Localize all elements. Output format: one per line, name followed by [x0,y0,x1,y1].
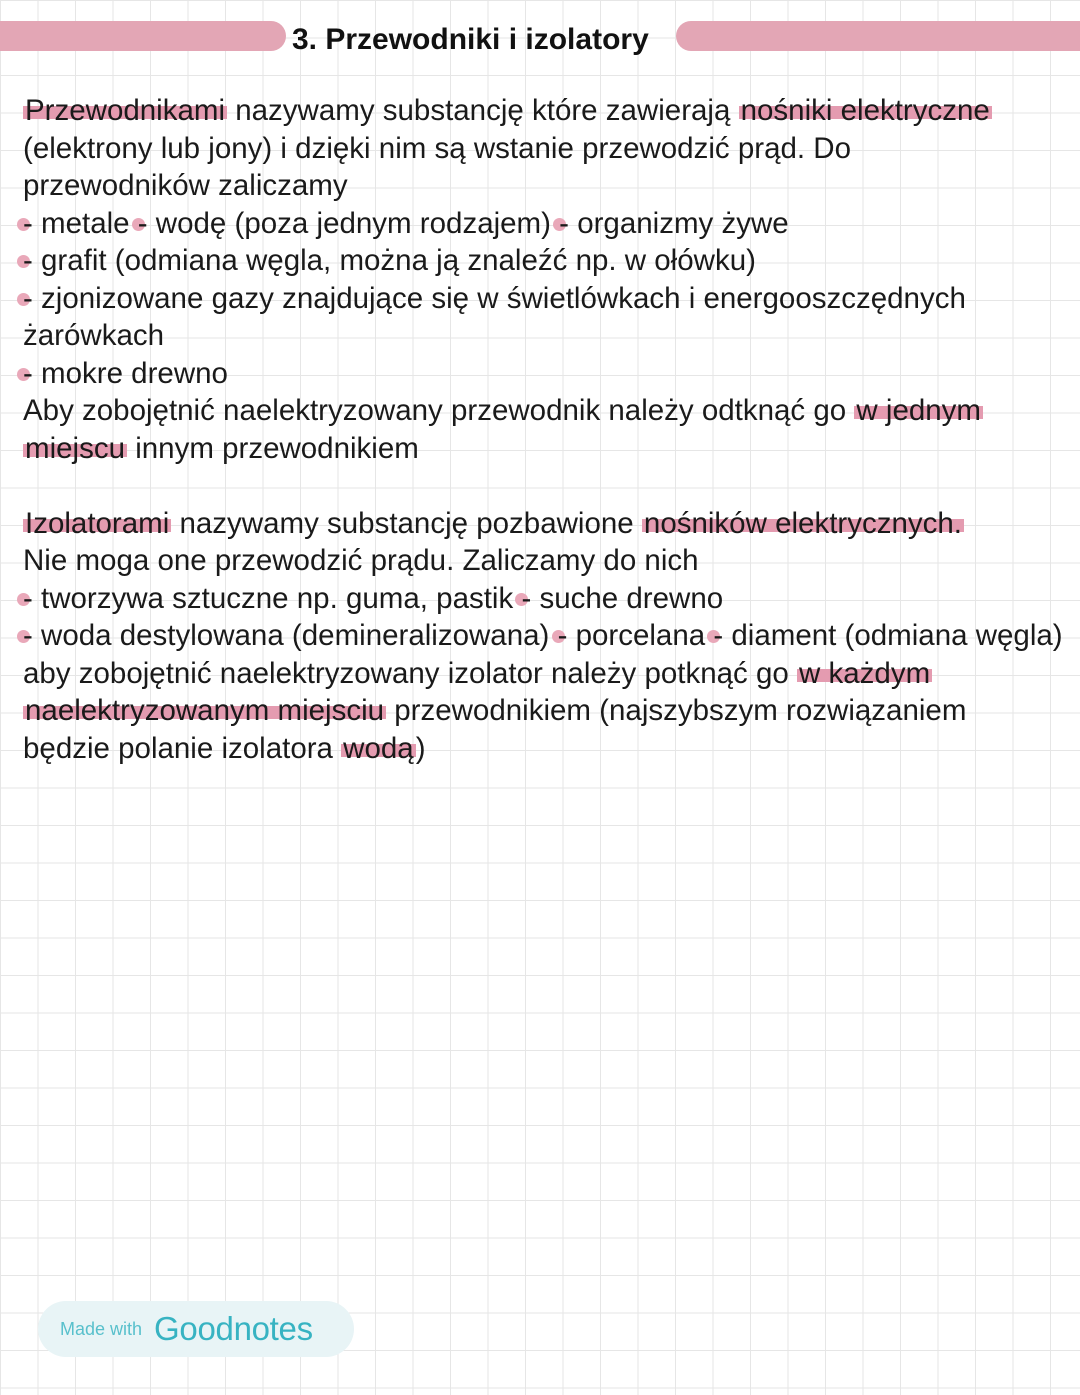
list-item: - organizmy żywe [559,205,789,243]
title-decoration-left [0,21,286,51]
list-item: - metale [23,205,130,243]
insulators-intro-line-1 [23,505,1080,543]
conductors-neutralize-end: innym przewodnikiem [127,431,419,465]
insulators-neutralize-line-1 [23,655,1080,693]
page-title: 3. Przewodniki i izolatory [292,23,649,56]
insulators-neutralize-highlight: w każdym [799,656,931,690]
goodnotes-badge [38,1301,354,1357]
conductors-term: Przewodnikami [25,94,226,127]
conductors-neutralize-text: Aby zobojętnić naelektryzowany przewodnik należy odtknąć go [23,394,855,427]
title-decoration-right [676,21,1080,51]
conductors-intro-text: nazywamy substancję które zawierają [227,94,739,127]
insulators-term: Izolatorami [25,506,170,540]
conductors-neutralize-highlight: miejscu [25,431,125,465]
insulators-neutralize-mid: przewodnikiem (najszybszym rozwiązaniem [386,694,967,727]
insulators-intro-line-2: Nie moga one przewodzić prądu. Zaliczamy do nich [23,544,699,577]
insulators-water-highlight: wodą [343,731,414,765]
conductors-neutralize-line-1 [23,392,1080,430]
insulators-neutralize-highlight: naelektryzowanym miejsciu [25,694,385,727]
insulators-neutralize-start: będzie polanie izolatora [23,731,342,765]
conductors-neutralize-line-2 [23,430,1080,468]
list-item: - wodę (poza jednym rodzajem) [138,205,551,243]
conductors-neutralize-highlight: w jednym [856,394,981,427]
insulators-intro-text: nazywamy substancję pozbawione [171,506,642,540]
section-gap [23,467,1080,505]
note-body [23,92,1080,767]
list-item: - tworzywa sztuczne np. guma, pastik [23,580,513,618]
badge-made-with: Made with [60,1318,143,1339]
insulators-neutralize-line-2 [23,692,1080,730]
insulators-neutralize-line-3 [23,730,1080,768]
list-item: - mokre drewno [23,355,228,393]
conductors-intro-line-3: przewodników zaliczamy [23,169,348,202]
insulators-highlight: nośników elektrycznych. [643,506,962,540]
list-item: - suche drewno [521,580,723,618]
insulators-neutralize-end: ) [415,731,426,765]
conductors-intro-line-2: (elektrony lub jony) i dzięki nim są wstanie przewodzić prąd. Do [23,131,851,165]
conductors-intro-line-1 [23,92,1080,130]
list-item-continuation: żarówkach [23,319,165,352]
badge-brand: Goodnotes [154,1310,313,1347]
list-item: - grafit (odmiana węgla, można ją znaleźć np. w ołówku) [23,242,756,280]
list-item: - porcelana [558,617,706,655]
insulators-neutralize-text: aby zobojętnić naelektryzowany izolator należy potknąć go [23,656,798,690]
conductors-highlight: nośniki elektryczne [740,94,990,127]
list-item: - zjonizowane gazy znajdujące się w świetlówkach i energooszczędnych [23,280,966,318]
list-item: - diament (odmiana węgla) [713,617,1062,655]
list-item: - woda destylowana (demineralizowana) [23,617,549,655]
